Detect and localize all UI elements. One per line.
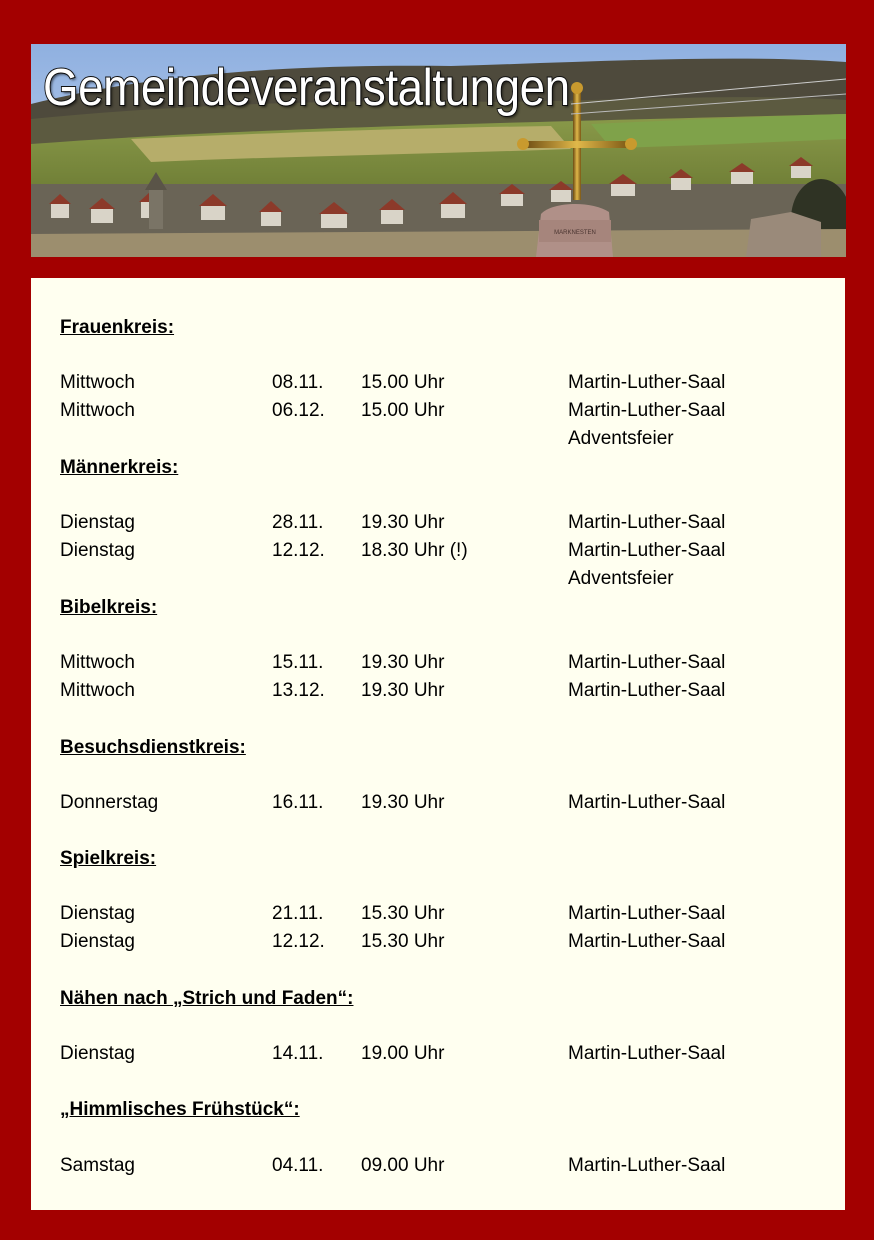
event-place: Martin-Luther-Saal bbox=[568, 372, 726, 393]
event-day: Dienstag bbox=[60, 903, 135, 924]
event-day: Mittwoch bbox=[60, 400, 135, 421]
event-day: Mittwoch bbox=[60, 372, 135, 393]
section-heading: Spielkreis: bbox=[60, 848, 157, 869]
event-row bbox=[31, 651, 845, 679]
event-place: Martin-Luther-Saal bbox=[568, 1043, 726, 1064]
event-time: 19.30 Uhr bbox=[361, 792, 445, 813]
event-place: Martin-Luther-Saal bbox=[568, 680, 726, 701]
event-time: 15.00 Uhr bbox=[361, 400, 445, 421]
event-time: 19.30 Uhr bbox=[361, 652, 445, 673]
section-heading: Nähen nach „Strich und Faden“: bbox=[60, 988, 354, 1009]
event-place: Martin-Luther-Saal bbox=[568, 903, 726, 924]
event-time: 09.00 Uhr bbox=[361, 1155, 445, 1176]
event-place: Martin-Luther-Saal bbox=[568, 400, 726, 421]
event-date: 12.12. bbox=[272, 540, 325, 561]
stone-inscription: MARKNESTEN bbox=[554, 230, 596, 236]
event-row bbox=[31, 539, 845, 567]
event-place: Martin-Luther-Saal bbox=[568, 931, 726, 952]
section-heading: Besuchsdienstkreis: bbox=[60, 737, 246, 758]
section-heading: Frauenkreis: bbox=[60, 317, 175, 338]
event-day: Dienstag bbox=[60, 1043, 135, 1064]
event-row bbox=[31, 791, 845, 819]
event-day: Dienstag bbox=[60, 540, 135, 561]
header-banner bbox=[31, 44, 846, 257]
event-date: 14.11. bbox=[272, 1043, 324, 1064]
events-panel bbox=[31, 278, 845, 1210]
event-place: Martin-Luther-Saal bbox=[568, 792, 726, 813]
page-title: Gemeindeveranstaltungen bbox=[43, 59, 570, 117]
event-day: Mittwoch bbox=[60, 652, 135, 673]
event-date: 13.12. bbox=[272, 680, 325, 701]
event-row bbox=[31, 511, 845, 539]
event-note: Adventsfeier bbox=[568, 428, 674, 449]
event-date: 04.11. bbox=[272, 1155, 324, 1176]
event-day: Samstag bbox=[60, 1155, 135, 1176]
event-date: 16.11. bbox=[272, 792, 324, 813]
section-heading: Männerkreis: bbox=[60, 457, 179, 478]
event-place: Martin-Luther-Saal bbox=[568, 1155, 726, 1176]
event-day: Dienstag bbox=[60, 931, 135, 952]
event-place: Martin-Luther-Saal bbox=[568, 652, 726, 673]
event-day: Mittwoch bbox=[60, 680, 135, 701]
event-date: 28.11. bbox=[272, 512, 324, 533]
event-day: Donnerstag bbox=[60, 792, 159, 813]
event-note-row bbox=[31, 567, 845, 595]
event-row bbox=[31, 371, 845, 399]
event-time: 19.30 Uhr bbox=[361, 512, 445, 533]
event-date: 06.12. bbox=[272, 400, 325, 421]
event-date: 21.11. bbox=[272, 903, 324, 924]
event-row bbox=[31, 902, 845, 930]
event-time: 19.00 Uhr bbox=[361, 1043, 445, 1064]
event-row bbox=[31, 679, 845, 707]
event-time: 15.30 Uhr bbox=[361, 931, 445, 952]
section-heading: Bibelkreis: bbox=[60, 597, 158, 618]
event-time: 15.30 Uhr bbox=[361, 903, 445, 924]
event-date: 08.11. bbox=[272, 372, 324, 393]
event-time: 19.30 Uhr bbox=[361, 680, 445, 701]
event-time: 18.30 Uhr (!) bbox=[361, 540, 468, 561]
event-date: 12.12. bbox=[272, 931, 325, 952]
event-row bbox=[31, 399, 845, 427]
section-heading: „Himmlisches Frühstück“: bbox=[60, 1099, 300, 1120]
event-note-row bbox=[31, 427, 845, 455]
event-date: 15.11. bbox=[272, 652, 324, 673]
event-time: 15.00 Uhr bbox=[361, 372, 445, 393]
event-place: Martin-Luther-Saal bbox=[568, 540, 726, 561]
event-note: Adventsfeier bbox=[568, 568, 674, 589]
event-place: Martin-Luther-Saal bbox=[568, 512, 726, 533]
event-day: Dienstag bbox=[60, 512, 135, 533]
event-row bbox=[31, 1042, 845, 1070]
event-row bbox=[31, 930, 845, 958]
event-row bbox=[31, 1154, 845, 1182]
